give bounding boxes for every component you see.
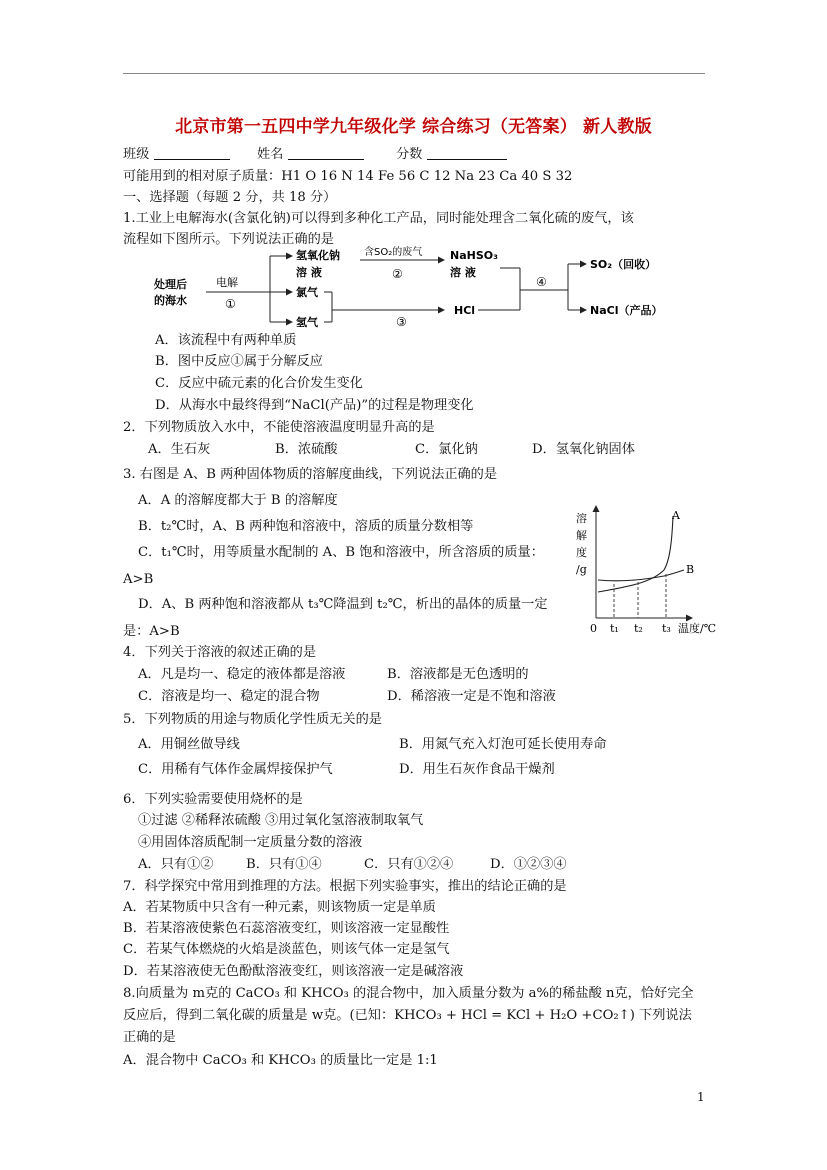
q4-option-c: C．溶液是均一、稳定的混合物 xyxy=(138,689,320,704)
flow-nahso3-line2: 溶 液 xyxy=(450,266,476,279)
q2-stem: 2．下列物质放入水中，不能使溶液温度明显升高的是 xyxy=(123,420,435,435)
q3-option-d-line2: 是：A>B xyxy=(123,624,180,639)
q2-option-c: C．氯化钠 xyxy=(415,442,478,457)
flow-gas-label: 含SO₂的废气 xyxy=(364,247,423,258)
q6-option-d: D．①②③④ xyxy=(490,857,567,872)
name-blank xyxy=(288,145,364,160)
q5-option-a: A．用铜丝做导线 xyxy=(138,737,240,752)
flow-step2: ② xyxy=(392,267,403,281)
section-heading: 一、选择题（每题 2 分，共 18 分） xyxy=(123,190,337,205)
graph-ylabel-1: 溶 xyxy=(576,512,587,525)
flow-step1: ① xyxy=(225,297,236,311)
q6-items-line2: ④用固体溶质配制一定质量分数的溶液 xyxy=(138,835,363,850)
curve-a-label: A xyxy=(672,509,680,522)
q2-option-d: D．氢氧化钠固体 xyxy=(532,442,635,457)
q4-option-d: D．稀溶液一定是不饱和溶液 xyxy=(387,689,556,704)
flow-step3: ③ xyxy=(396,315,407,329)
q3-option-d-line1: D．A、B 两种饱和溶液都从 t₃℃降温到 t₂℃，析出的晶体的质量一定 xyxy=(138,597,548,612)
flow-nahso3-line1: NaHSO₃ xyxy=(450,249,498,262)
q1-stem-line1: 1.工业上电解海水(含氯化钠)可以得到多种化工产品，同时能处理含二氧化硫的废气，该 xyxy=(123,211,634,226)
q7-option-b: B．若某溶液使紫色石蕊溶液变红，则该溶液一定显酸性 xyxy=(123,921,450,936)
q3-option-b: B．t₂℃时，A、B 两种饱和溶液中，溶质的质量分数相等 xyxy=(138,519,474,534)
flow-naoh-line1: 氢氧化钠 xyxy=(296,249,340,262)
flow-hydrogen: 氢气 xyxy=(296,316,318,329)
graph-ylabel-3: 度 xyxy=(576,546,587,559)
q8-line2: 反应后，得到二氧化碳的质量是 w克。(已知：KHCO₃ + HCl = KCl + H₂O +CO₂↑) 下列说法 xyxy=(123,1008,692,1023)
flow-so2: SO₂（回收） xyxy=(590,258,657,271)
q3-stem: 3. 右图是 A、B 两种固体物质的溶解度曲线，下列说法正确的是 xyxy=(123,467,498,482)
atomic-masses: 可能用到的相对原子质量：H1 O 16 N 14 Fe 56 C 12 Na 23 Ca 40 S 32 xyxy=(123,169,573,184)
q5-option-d: D．用生石灰作食品干燥剂 xyxy=(399,762,555,777)
flow-nacl: NaCl（产品） xyxy=(590,304,663,317)
q2-option-a: A．生石灰 xyxy=(148,442,211,457)
curve-b xyxy=(598,570,684,581)
name-label: 姓名 xyxy=(257,147,284,162)
graph-origin: 0 xyxy=(590,622,597,635)
q1-option-d: D．从海水中最终得到“NaCl(产品)”的过程是物理变化 xyxy=(155,398,474,413)
q8-option-a: A．混合物中 CaCO₃ 和 KHCO₃ 的质量比一定是 1:1 xyxy=(123,1053,438,1068)
class-blank xyxy=(154,145,230,160)
score-blank xyxy=(427,145,507,160)
q3-option-c-line1: C．t₁℃时，用等质量水配制的 A、B 饱和溶液中，所含溶质的质量： xyxy=(138,545,544,560)
flow-hcl: HCl xyxy=(454,304,476,317)
q3-option-c-line2: A>B xyxy=(123,572,154,587)
q6-option-b: B．只有①④ xyxy=(246,857,322,872)
q7-option-d: D．若某溶液使无色酚酞溶液变红，则该溶液一定是碱溶液 xyxy=(123,964,464,979)
flow-chlorine: 氯气 xyxy=(296,286,318,299)
q1-option-b: B．图中反应①属于分解反应 xyxy=(155,354,323,369)
q7-option-c: C．若某气体燃烧的火焰是淡蓝色，则该气体一定是氢气 xyxy=(123,942,450,957)
graph-ylabel-4: /g xyxy=(576,563,587,576)
graph-xlabel: 温度/℃ xyxy=(678,622,717,635)
q4-option-a: A．凡是均一、稳定的液体都是溶液 xyxy=(138,667,346,682)
q8-line3: 正确的是 xyxy=(123,1030,176,1045)
name-field xyxy=(257,144,364,166)
flow-naoh-line2: 溶 液 xyxy=(296,266,322,279)
q7-option-a: A．若某物质中只含有一种元素，则该物质一定是单质 xyxy=(123,900,436,915)
solubility-curve-graph xyxy=(572,500,732,640)
header-rule xyxy=(123,73,705,74)
q1-option-a: A．该流程中有两种单质 xyxy=(155,333,297,348)
q1-stem-line2: 流程如下图所示。下列说法正确的是 xyxy=(123,232,334,247)
q5-stem: 5．下列物质的用途与物质化学性质无关的是 xyxy=(123,712,382,727)
tick-t1: t₁ xyxy=(610,622,619,635)
curve-b-label: B xyxy=(686,563,695,576)
tick-t3: t₃ xyxy=(662,622,671,635)
q7-stem: 7．科学探究中常用到推理的方法。根据下列实验事实，推出的结论正确的是 xyxy=(123,879,567,894)
q5-option-b: B．用氮气充入灯泡可延长使用寿命 xyxy=(399,737,607,752)
class-label: 班级 xyxy=(123,147,150,162)
q8-line1: 8.向质量为 m克的 CaCO₃ 和 KHCO₃ 的混合物中，加入质量分数为 a%的稀盐酸 n克，恰好完全 xyxy=(123,986,694,1001)
q5-option-c: C．用稀有气体作金属焊接保护气 xyxy=(138,762,333,777)
q6-items-line1: ①过滤 ②稀释浓硫酸 ③用过氧化氢溶液制取氧气 xyxy=(138,813,424,828)
flow-electrolysis-label: 电解 xyxy=(216,276,238,289)
page-title: 北京市第一五四中学九年级化学 综合练习（无答案） 新人教版 xyxy=(175,117,652,137)
flow-start-line2: 的海水 xyxy=(154,294,187,307)
q6-option-c: C．只有①②④ xyxy=(364,857,454,872)
score-field xyxy=(396,144,507,166)
tick-t2: t₂ xyxy=(634,622,643,635)
graph-ylabel-2: 解 xyxy=(576,529,587,542)
q2-option-b: B．浓硫酸 xyxy=(275,442,338,457)
flow-start-line1: 处理后 xyxy=(154,278,187,291)
q4-stem: 4．下列关于溶液的叙述正确的是 xyxy=(123,645,317,660)
q6-option-a: A．只有①② xyxy=(138,857,214,872)
q6-stem: 6．下列实验需要使用烧杯的是 xyxy=(123,792,303,807)
score-label: 分数 xyxy=(396,147,423,162)
page-number: 1 xyxy=(697,1090,705,1104)
q1-option-c: C．反应中硫元素的化合价发生变化 xyxy=(155,376,363,391)
class-field xyxy=(123,144,230,166)
q3-option-a: A．A 的溶解度都大于 B 的溶解度 xyxy=(138,493,338,508)
process-flowchart xyxy=(148,246,678,332)
flow-step4: ④ xyxy=(536,275,547,289)
q4-option-b: B．溶液都是无色透明的 xyxy=(387,667,529,682)
